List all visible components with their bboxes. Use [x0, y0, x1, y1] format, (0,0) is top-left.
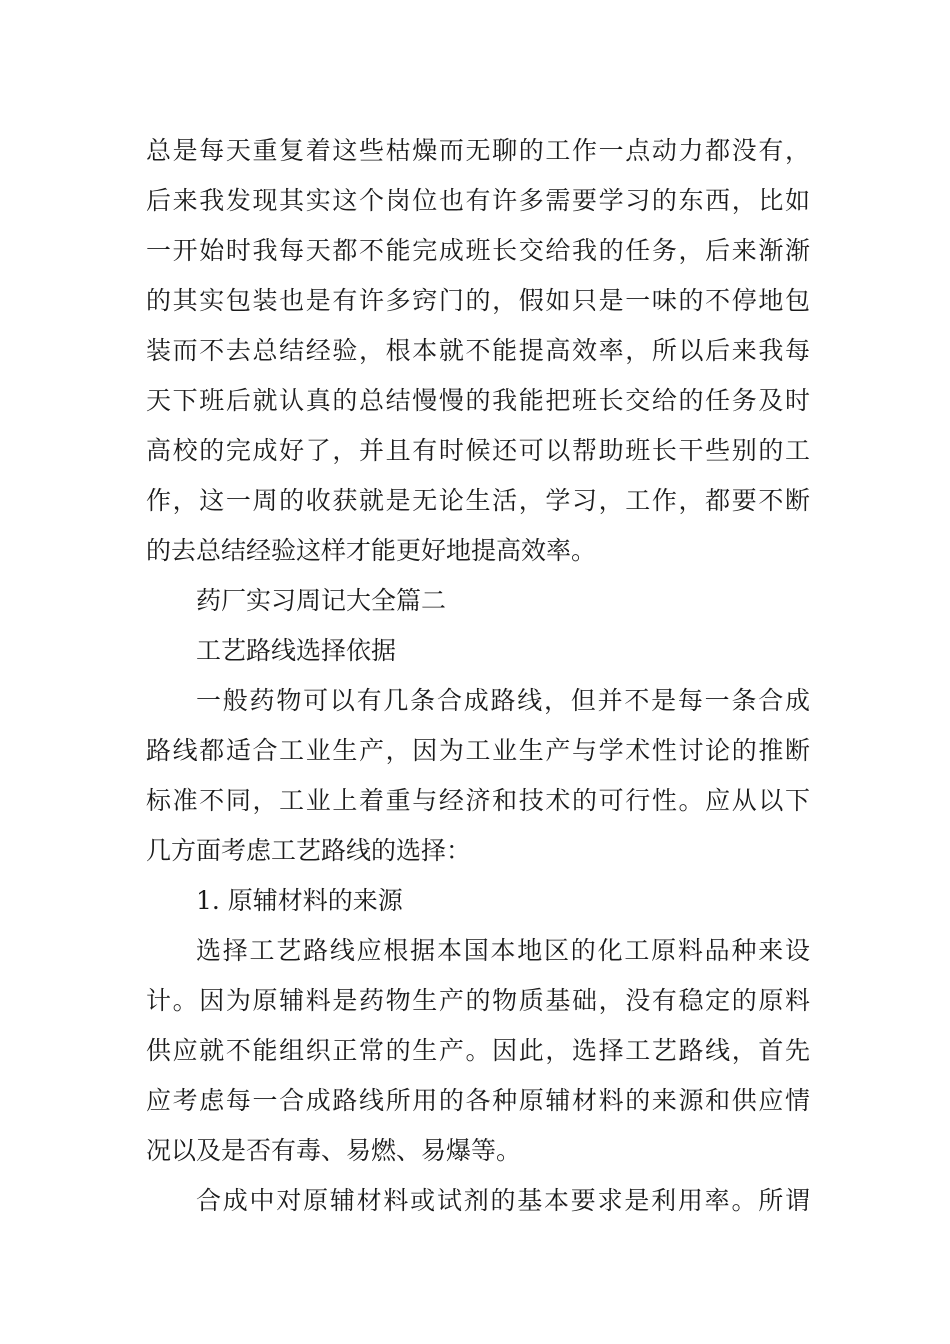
text-line: 1. 原辅材料的来源	[196, 886, 403, 915]
text-line: 况以及是否有毒、易燃、易爆等。	[146, 1136, 522, 1165]
text-line: 应考虑每一合成路线所用的各种原辅材料的来源和供应情	[146, 1086, 810, 1115]
text-line: 合成中对原辅材料或试剂的基本要求是利用率。所谓	[196, 1186, 810, 1215]
text-line: 标准不同，工业上着重与经济和技术的可行性。应从以下	[146, 786, 810, 815]
text-line: 计。因为原辅料是药物生产的物质基础，没有稳定的原料	[146, 986, 810, 1015]
document-body	[146, 126, 810, 1226]
text-line: 一般药物可以有几条合成路线，但并不是每一条合成	[196, 686, 810, 715]
text-line: 作，这一周的收获就是无论生活，学习，工作，都要不断	[146, 486, 810, 515]
text-line: 药厂实习周记大全篇二	[196, 586, 447, 615]
text-line: 的去总结经验这样才能更好地提高效率。	[146, 536, 597, 565]
text-line: 后来我发现其实这个岗位也有许多需要学习的东西，比如	[146, 186, 810, 215]
text-line: 总是每天重复着这些枯燥而无聊的工作一点动力都没有，	[146, 136, 810, 165]
text-line: 选择工艺路线应根据本国本地区的化工原料品种来设	[196, 936, 810, 965]
text-line: 装而不去总结经验，根本就不能提高效率，所以后来我每	[146, 336, 810, 365]
text-line: 高校的完成好了，并且有时候还可以帮助班长干些别的工	[146, 436, 810, 465]
text-line: 供应就不能组织正常的生产。因此，选择工艺路线，首先	[146, 1036, 810, 1065]
text-line: 一开始时我每天都不能完成班长交给我的任务，后来渐渐	[146, 236, 810, 265]
text-line: 天下班后就认真的总结慢慢的我能把班长交给的任务及时	[146, 386, 810, 415]
text-line: 的其实包装也是有许多窍门的，假如只是一味的不停地包	[146, 286, 810, 315]
text-line: 几方面考虑工艺路线的选择：	[146, 836, 472, 865]
text-line: 工艺路线选择依据	[196, 636, 397, 665]
text-line: 路线都适合工业生产，因为工业生产与学术性讨论的推断	[146, 736, 810, 765]
